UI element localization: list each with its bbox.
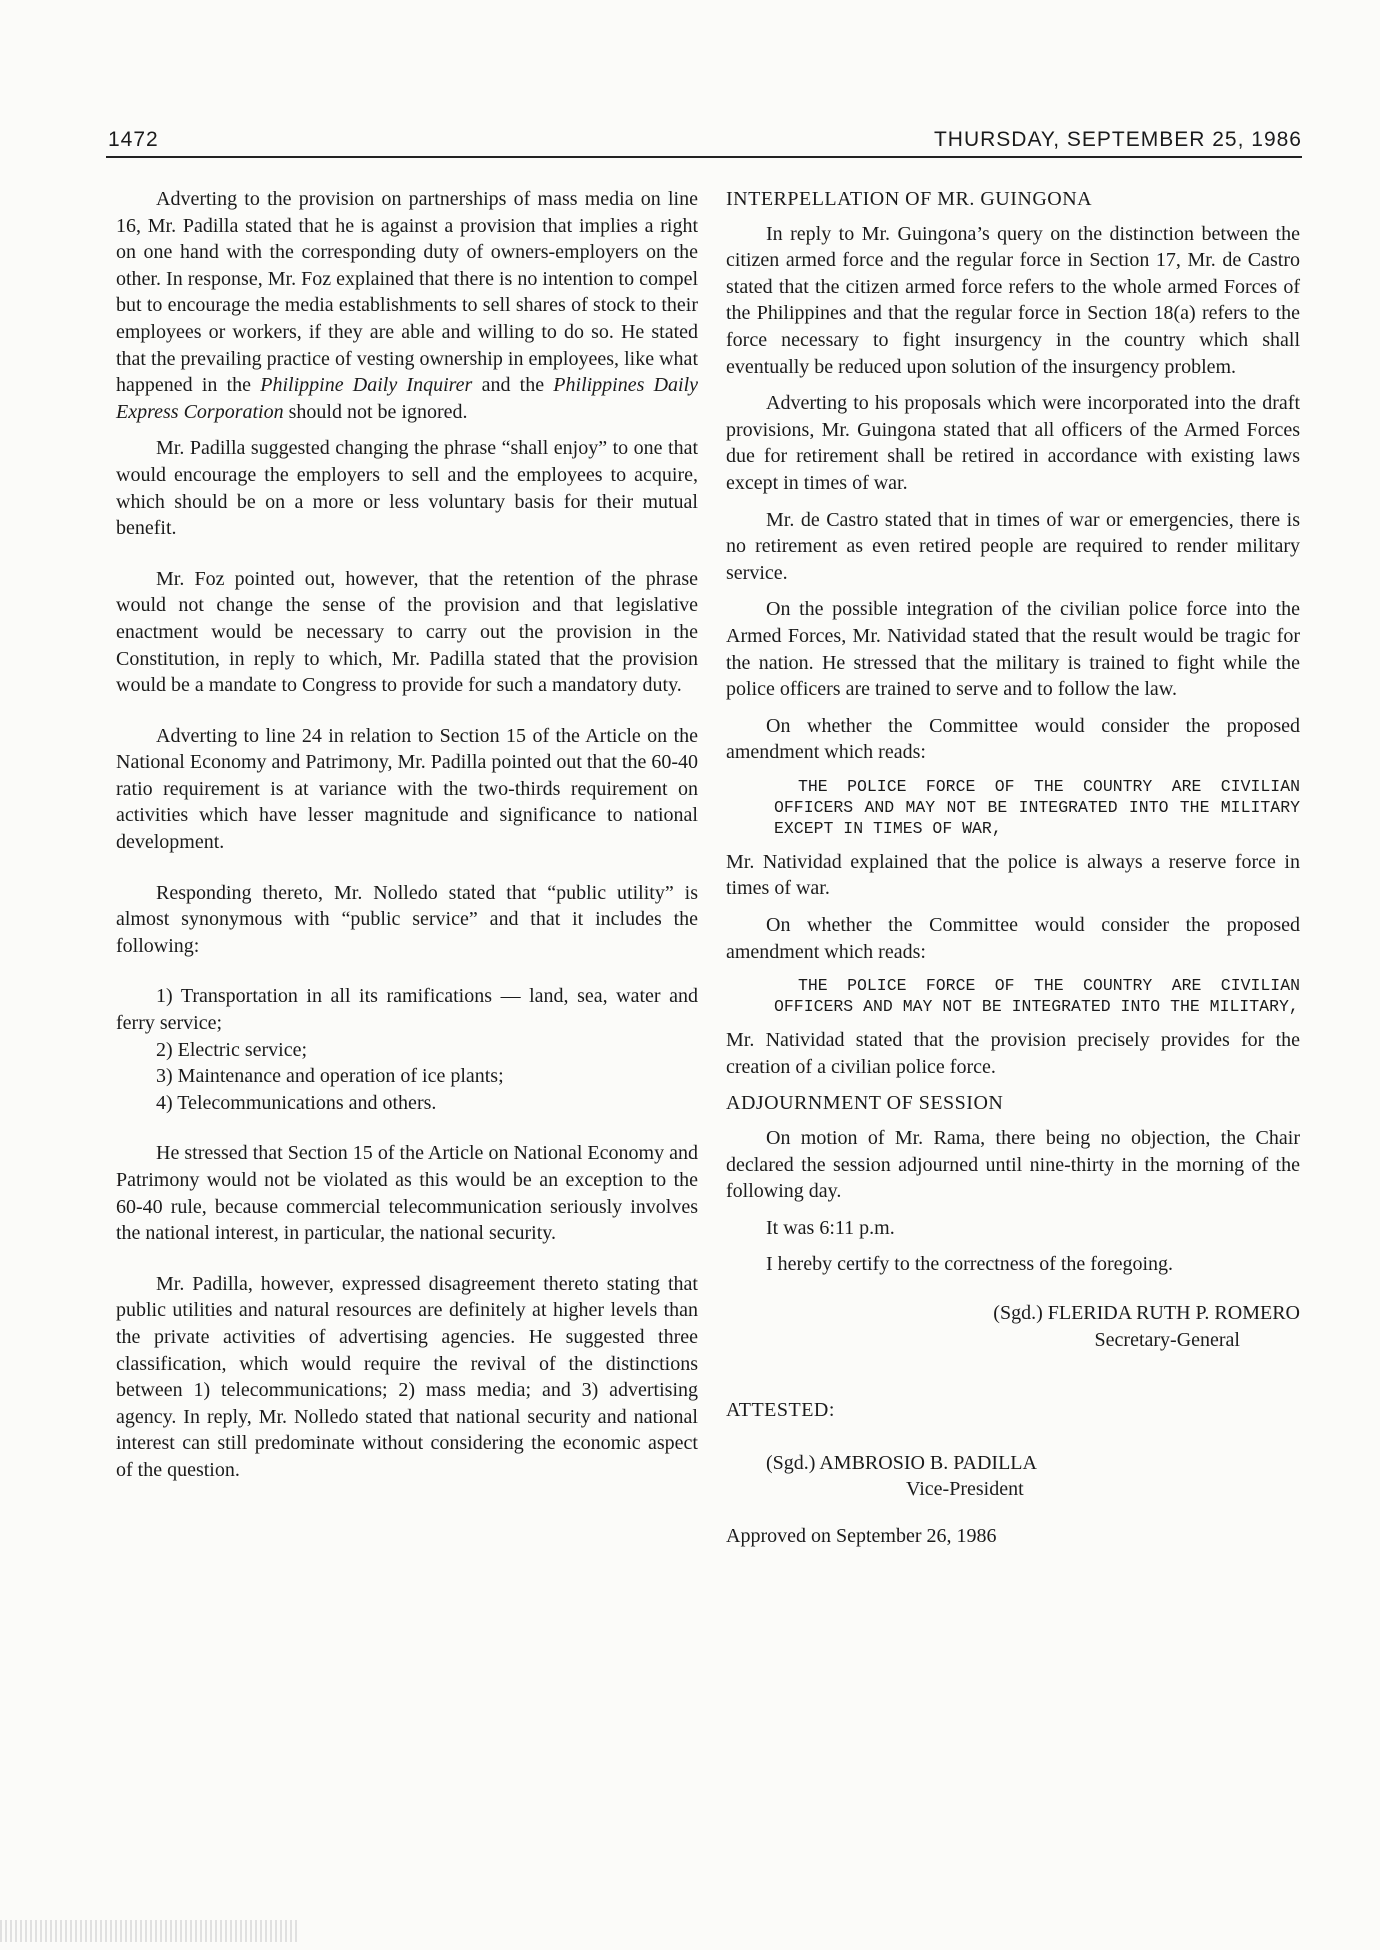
paragraph: Responding thereto, Mr. Nolledo stated that “public utility” is almost synonymous with “public service” and that it includes the following:	[116, 881, 698, 957]
paragraph: I hereby certify to the correctness of the foregoing.	[766, 1253, 1174, 1276]
scan-footer-marks	[0, 1920, 300, 1942]
paragraph: On whether the Committee would consider the proposed amendment which reads:	[726, 914, 1300, 963]
page-date: THURSDAY, SEPTEMBER 25, 1986	[933, 128, 1302, 151]
list-item: 1) Transportation in all its ramifications — land, sea, water and ferry service;	[116, 985, 698, 1035]
paragraph: It was 6:11 p.m.	[766, 1216, 895, 1239]
paragraph: On motion of Mr. Rama, there being no objection, the Chair declared the session adjourned until nine-thirty in the morning of the following day.	[726, 1127, 1300, 1203]
signature-title: Secretary-General	[1094, 1328, 1240, 1351]
paragraph: Adverting to the provision on partnerships of mass media on line 16, Mr. Padilla stated that he is against a provision that implies a right on one hand with the corresponding duty of owners-employers on the other. In response, Mr. Foz explained that there is no intention to compel but to encourage the media establishments to sell shares of stock to their employees or workers, if they are able and willing to do so. He stated that the prevailing practice of vesting ownership in employees, like what happened in the Philippine Daily Inquirer and the Philippines Daily Express Corporation should not be ignored.	[116, 188, 699, 423]
page-number: 1472	[108, 128, 159, 151]
paragraph: Mr. de Castro stated that in times of war or emergencies, there is no retirement as even retired people are required to render military service.	[726, 508, 1300, 584]
utility-list	[116, 983, 698, 1116]
right-column	[726, 186, 1300, 1550]
amendment-quote: THE POLICE FORCE OF THE COUNTRY ARE CIVILIAN OFFICERS AND MAY NOT BE INTEGRATED INTO THE MILITARY,	[774, 976, 1300, 1017]
amendment-quote: THE POLICE FORCE OF THE COUNTRY ARE CIVILIAN OFFICERS AND MAY NOT BE INTEGRATED INTO THE MILITARY EXCEPT IN TIMES OF WAR,	[774, 776, 1300, 838]
paragraph: On the possible integration of the civilian police force into the Armed Forces, Mr. Natividad stated that the result would be tragic for the nation. He stressed that the military is trained to fight while the police officers are trained to serve and to follow the law.	[726, 598, 1300, 701]
italic-title: Philippines Daily Express Corporation	[116, 374, 699, 423]
list-item: 4) Telecommunications and others.	[156, 1091, 437, 1114]
list-item: 3) Maintenance and operation of ice plants;	[156, 1065, 504, 1088]
paragraph: Adverting to his proposals which were incorporated into the draft provisions, Mr. Guingona stated that all officers of the Armed Forces due for retirement shall be retired in accordance with existing laws except in times of war.	[726, 392, 1300, 494]
header-rule	[106, 156, 1302, 158]
paragraph: Mr. Natividad stated that the provision precisely provides for the creation of a civilian police force.	[726, 1029, 1300, 1078]
section-heading: INTERPELLATION OF MR. GUINGONA	[726, 188, 1093, 210]
paragraph: Mr. Padilla, however, expressed disagreement thereto stating that public utilities and natural resources are definitely at higher levels than the private activities of advertising agencies. He suggested three classification, which would require the revival of the distinctions between 1) telecommunications; 2) mass media; and 3) advertising agency. In reply, Mr. Nolledo stated that national security and national interest can still predominate without considering the economic aspect of the question.	[116, 1272, 698, 1481]
vp-signature-title: Vice-President	[906, 1478, 1024, 1501]
list-item: 2) Electric service;	[156, 1038, 308, 1061]
attested-label: ATTESTED:	[726, 1399, 835, 1422]
paragraph: On whether the Committee would consider the proposed amendment which reads:	[726, 714, 1300, 764]
paragraph: In reply to Mr. Guingona’s query on the distinction between the citizen armed force and the regular force in Section 17, Mr. de Castro stated that the citizen armed force refers to the whole armed Forces of the Philippines and that the regular force in Section 18(a) refers to the force necessary to fight insurgency in the country which shall eventually be reduced upon solution of the insurgency problem.	[726, 222, 1300, 378]
approval-date: Approved on September 26, 1986	[726, 1524, 997, 1547]
section-heading: ADJOURNMENT OF SESSION	[726, 1092, 1004, 1115]
paragraph: Mr. Padilla suggested changing the phrase “shall enjoy” to one that would encourage the employers to sell and the employees to acquire, which should be on a more or less voluntary basis for their mutual benefit.	[116, 437, 698, 540]
paragraph: He stressed that Section 15 of the Article on National Economy and Patrimony would not be violated as this would be an exception to the 60-40 rule, because commercial telecommunication seriously involves the national interest, in particular, the national security.	[116, 1142, 698, 1245]
italic-title: Philippine Daily Inquirer	[260, 374, 473, 397]
left-column	[116, 186, 698, 1494]
vp-signature-name: (Sgd.) AMBROSIO B. PADILLA	[766, 1451, 1037, 1474]
paragraph: Mr. Natividad explained that the police is always a reserve force in times of war.	[726, 850, 1300, 900]
signature-name: (Sgd.) FLERIDA RUTH P. ROMERO	[993, 1302, 1300, 1324]
paragraph: Mr. Foz pointed out, however, that the retention of the phrase would not change the sense of the provision and that legislative enactment would be necessary to carry out the provision in the Constitution, in reply to which, Mr. Padilla stated that the provision would be a mandate to Congress to provide for such a mandatory duty.	[116, 567, 698, 697]
paragraph: Adverting to line 24 in relation to Section 15 of the Article on the National Economy and Patrimony, Mr. Padilla pointed out that the 60-40 ratio requirement is at variance with the two-thirds requirement on activities which have lesser magnitude and significance to national development.	[116, 724, 698, 854]
